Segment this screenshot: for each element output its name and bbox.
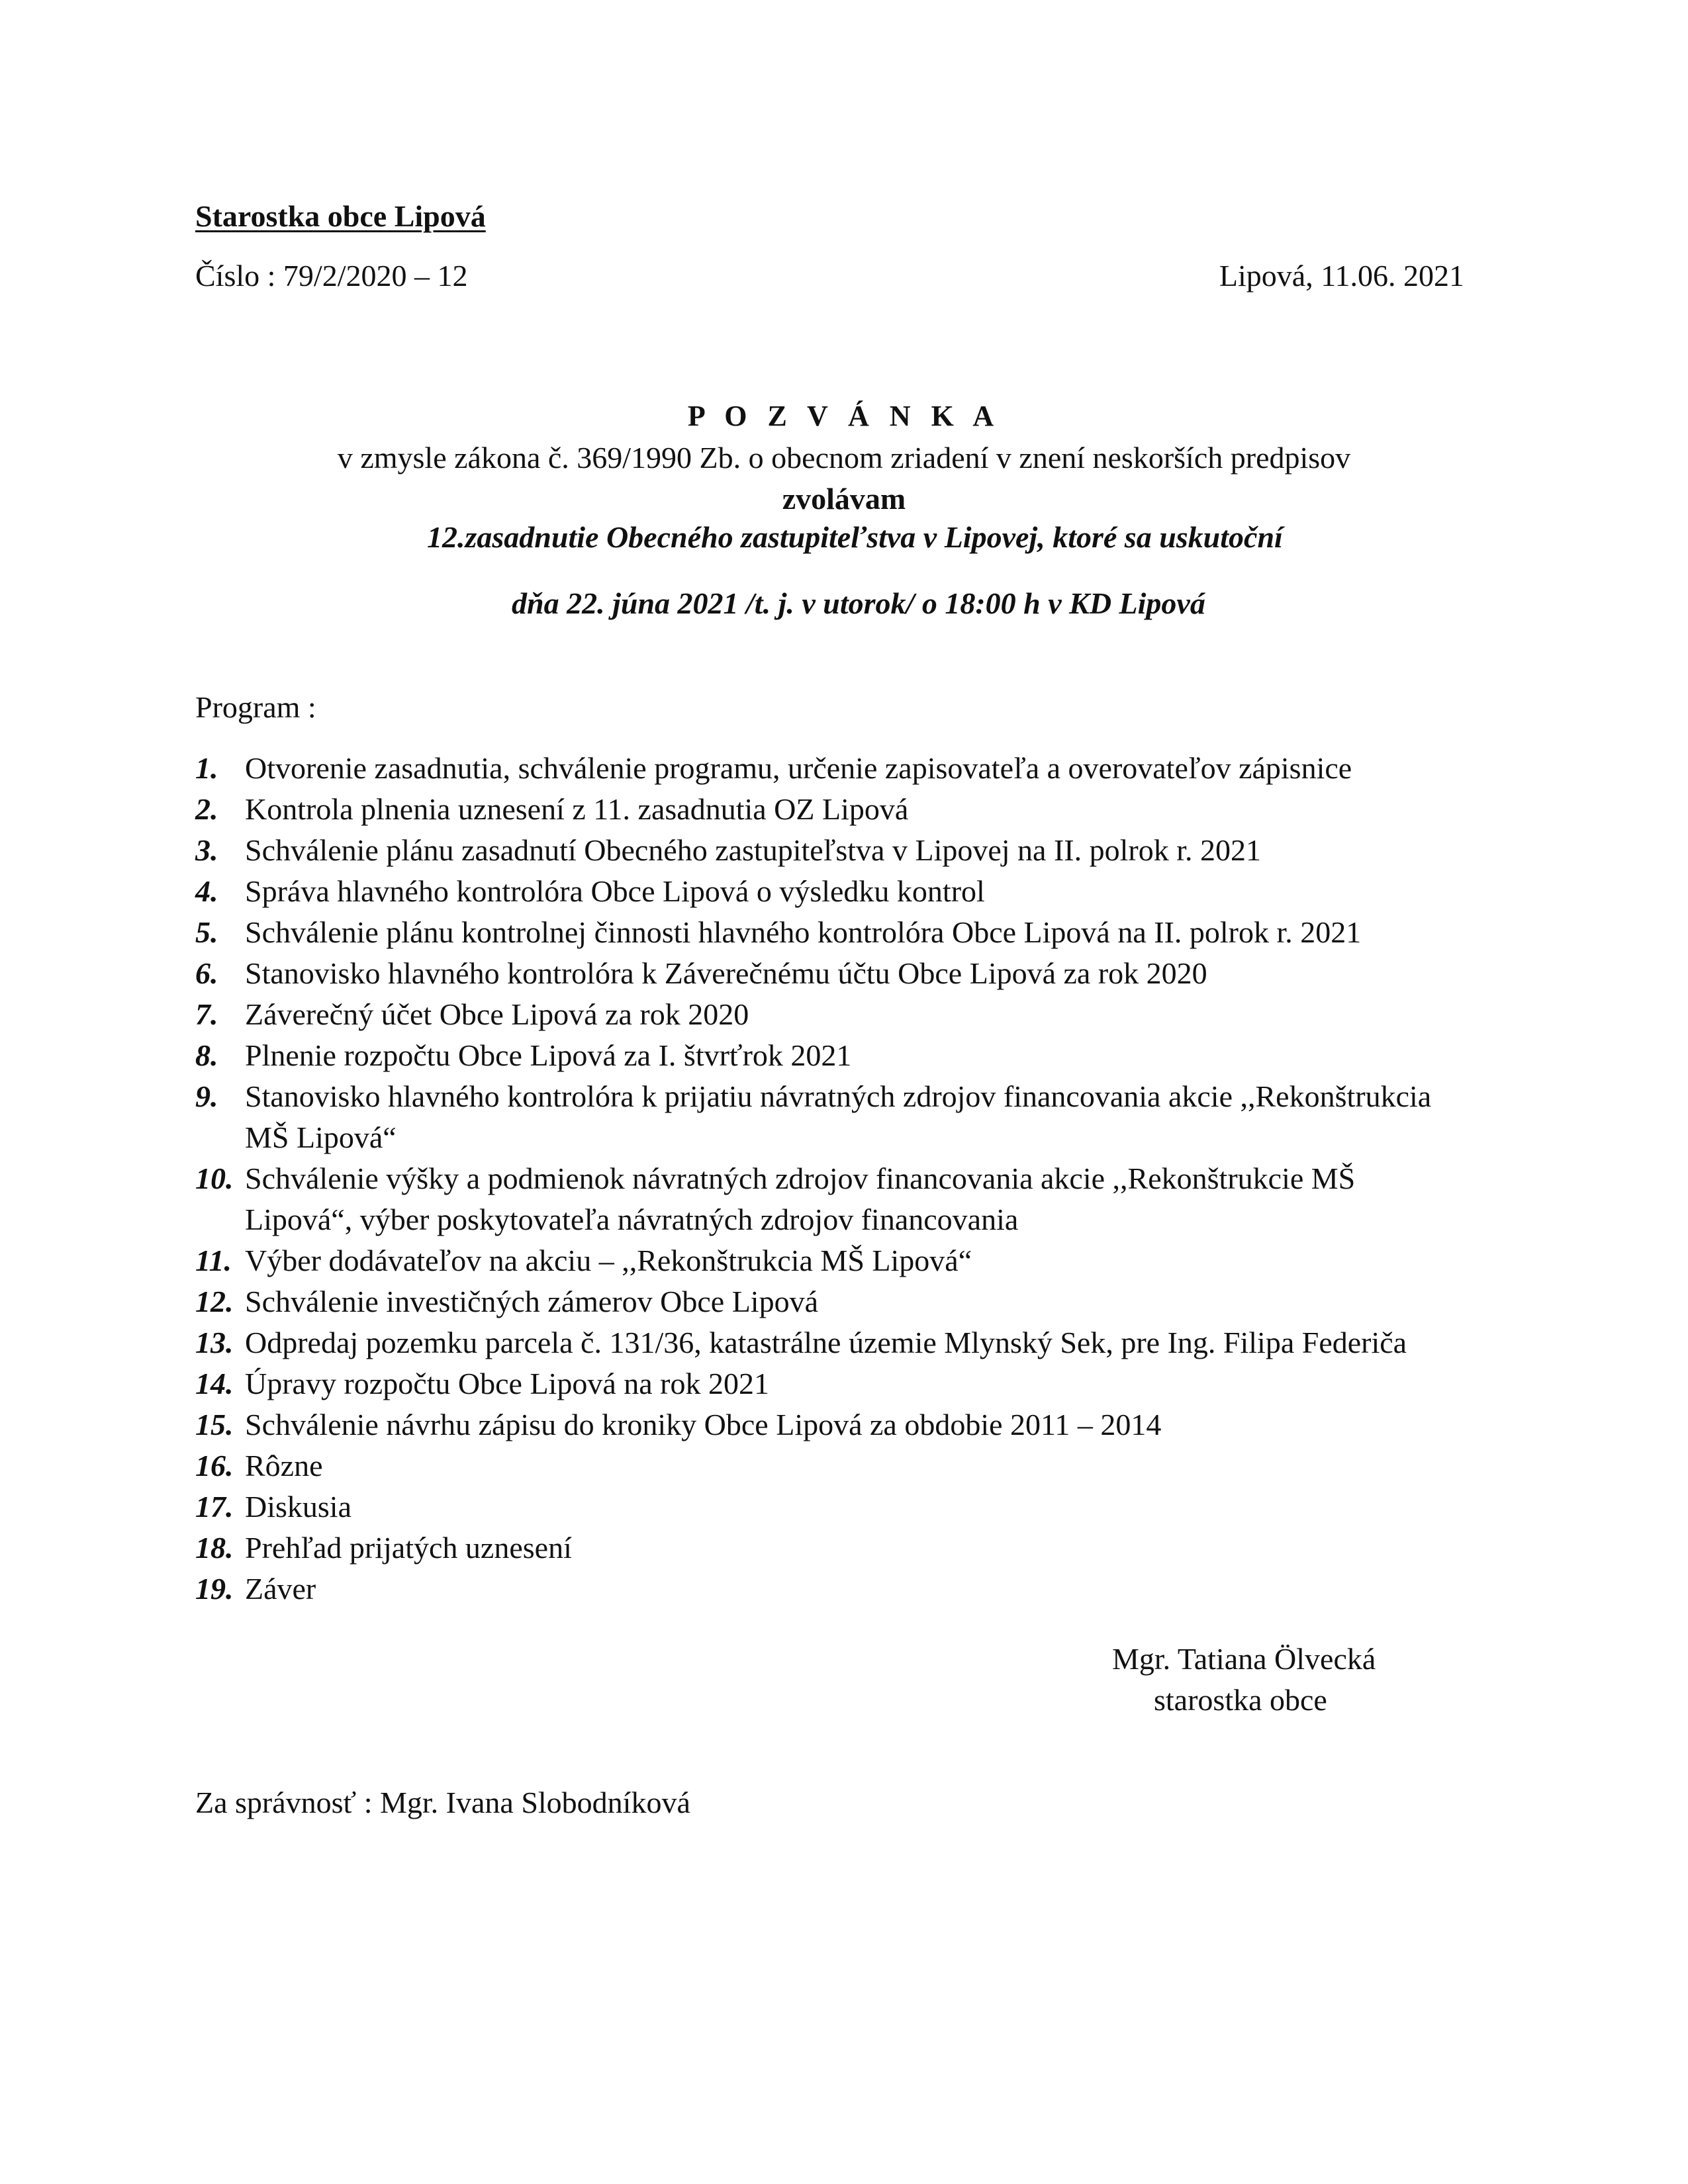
- agenda-item: [195, 1486, 1486, 1527]
- agenda-item-text: Výber dodávateľov na akciu – ,,Rekonštrukcia MŠ Lipová“: [245, 1244, 972, 1277]
- agenda-item-number: 6.: [195, 956, 218, 990]
- agenda-item-number: 7.: [195, 997, 218, 1031]
- agenda-item-number: 18.: [195, 1531, 234, 1565]
- legal-basis: v zmysle zákona č. 369/1990 Zb. o obecnom zriadení v znení neskorších predpisov: [337, 441, 1351, 475]
- agenda-item: [195, 912, 1486, 953]
- issuer-heading: Starostka obce Lipová: [195, 199, 486, 233]
- agenda-item: [195, 1445, 1486, 1486]
- agenda-item: [195, 871, 1486, 912]
- verification-note: Za správnosť : Mgr. Ivana Slobodníková: [195, 1786, 690, 1819]
- agenda-item-number: 2.: [195, 792, 218, 826]
- agenda-item: [195, 1240, 1486, 1281]
- agenda-item-number: 15.: [195, 1408, 234, 1441]
- place-and-date: Lipová, 11.06. 2021: [1219, 259, 1464, 293]
- agenda-item-text: Stanovisko hlavného kontrolóra k prijatiu návratných zdrojov financovania akcie ,,Rekonštrukcia MŠ Lipová“: [245, 1079, 1432, 1154]
- agenda-item-text: Odpredaj pozemku parcela č. 131/36, katastrálne územie Mlynský Sek, pre Ing. Filipa Federiča: [245, 1326, 1407, 1359]
- agenda-item-text: Schválenie plánu zasadnutí Obecného zastupiteľstva v Lipovej na II. polrok r. 2021: [245, 833, 1261, 867]
- agenda-item-text: Schválenie výšky a podmienok návratných zdrojov financovania akcie ,,Rekonštrukcie MŠ Lipová“, výber poskytovateľa návratných zdrojov financovania: [245, 1161, 1356, 1236]
- agenda-item-number: 9.: [195, 1079, 218, 1113]
- agenda-item-text: Záverečný účet Obce Lipová za rok 2020: [245, 997, 749, 1031]
- agenda-item-text: Prehľad prijatých uznesení: [245, 1531, 572, 1565]
- agenda-item-number: 1.: [195, 751, 218, 785]
- agenda-item-text: Rôzne: [245, 1449, 323, 1482]
- agenda-item-number: 14.: [195, 1367, 234, 1400]
- agenda-item-number: 19.: [195, 1572, 234, 1606]
- agenda-item: [195, 994, 1486, 1035]
- program-label: Program :: [195, 690, 316, 724]
- agenda-list: [195, 748, 1486, 1610]
- reference-number: Číslo : 79/2/2020 – 12: [195, 259, 468, 293]
- agenda-item-number: 12.: [195, 1285, 234, 1318]
- agenda-item-text: Úpravy rozpočtu Obce Lipová na rok 2021: [245, 1367, 769, 1400]
- agenda-item-number: 8.: [195, 1038, 218, 1072]
- agenda-item-text: Otvorenie zasadnutia, schválenie programu, určenie zapisovateľa a overovateľov zápisnice: [245, 751, 1352, 785]
- agenda-item-number: 3.: [195, 833, 218, 867]
- document-title: P O Z V Á N K A: [687, 400, 1001, 432]
- meeting-datetime: dňa 22. júna 2021 /t. j. v utorok/ o 18:00 h v KD Lipová: [512, 586, 1205, 620]
- agenda-item: [195, 1035, 1486, 1076]
- agenda-item-number: 4.: [195, 874, 218, 908]
- agenda-item-text: Kontrola plnenia uznesení z 11. zasadnutia OZ Lipová: [245, 792, 909, 826]
- agenda-item: [195, 1569, 1486, 1610]
- agenda-item-text: Diskusia: [245, 1490, 352, 1524]
- signer-role: starostka obce: [1154, 1683, 1327, 1717]
- agenda-item-number: 16.: [195, 1449, 234, 1482]
- agenda-item: [195, 748, 1486, 789]
- agenda-item-text: Stanovisko hlavného kontrolóra k Záverečnému účtu Obce Lipová za rok 2020: [245, 956, 1207, 990]
- agenda-item: [195, 953, 1486, 994]
- agenda-item: [195, 1322, 1486, 1363]
- agenda-item: [195, 1076, 1486, 1158]
- signer-name: Mgr. Tatiana Ölvecká: [1112, 1642, 1376, 1676]
- agenda-item-text: Schválenie návrhu zápisu do kroniky Obce Lipová za obdobie 2011 – 2014: [245, 1408, 1162, 1441]
- agenda-item: [195, 1404, 1486, 1445]
- agenda-item-number: 17.: [195, 1490, 234, 1524]
- agenda-item-text: Schválenie plánu kontrolnej činnosti hlavného kontrolóra Obce Lipová na II. polrok r. 2021: [245, 915, 1362, 949]
- agenda-item: [195, 1527, 1486, 1569]
- agenda-item-number: 11.: [195, 1244, 232, 1277]
- agenda-item-number: 13.: [195, 1326, 234, 1359]
- agenda-item-text: Schválenie investičných zámerov Obce Lipová: [245, 1285, 819, 1318]
- meeting-description: 12.zasadnutie Obecného zastupiteľstva v Lipovej, ktoré sa uskutoční: [427, 520, 1283, 554]
- agenda-item: [195, 789, 1486, 830]
- agenda-item: [195, 830, 1486, 871]
- agenda-item-text: Správa hlavného kontrolóra Obce Lipová o výsledku kontrol: [245, 874, 985, 908]
- agenda-item: [195, 1281, 1486, 1322]
- agenda-item-text: Plnenie rozpočtu Obce Lipová za I. štvrťrok 2021: [245, 1038, 852, 1072]
- agenda-item-number: 10.: [195, 1161, 234, 1195]
- convening-verb: zvolávam: [782, 482, 906, 516]
- agenda-item: [195, 1363, 1486, 1404]
- agenda-item: [195, 1158, 1486, 1240]
- agenda-item-number: 5.: [195, 915, 218, 949]
- agenda-item-text: Záver: [245, 1572, 316, 1606]
